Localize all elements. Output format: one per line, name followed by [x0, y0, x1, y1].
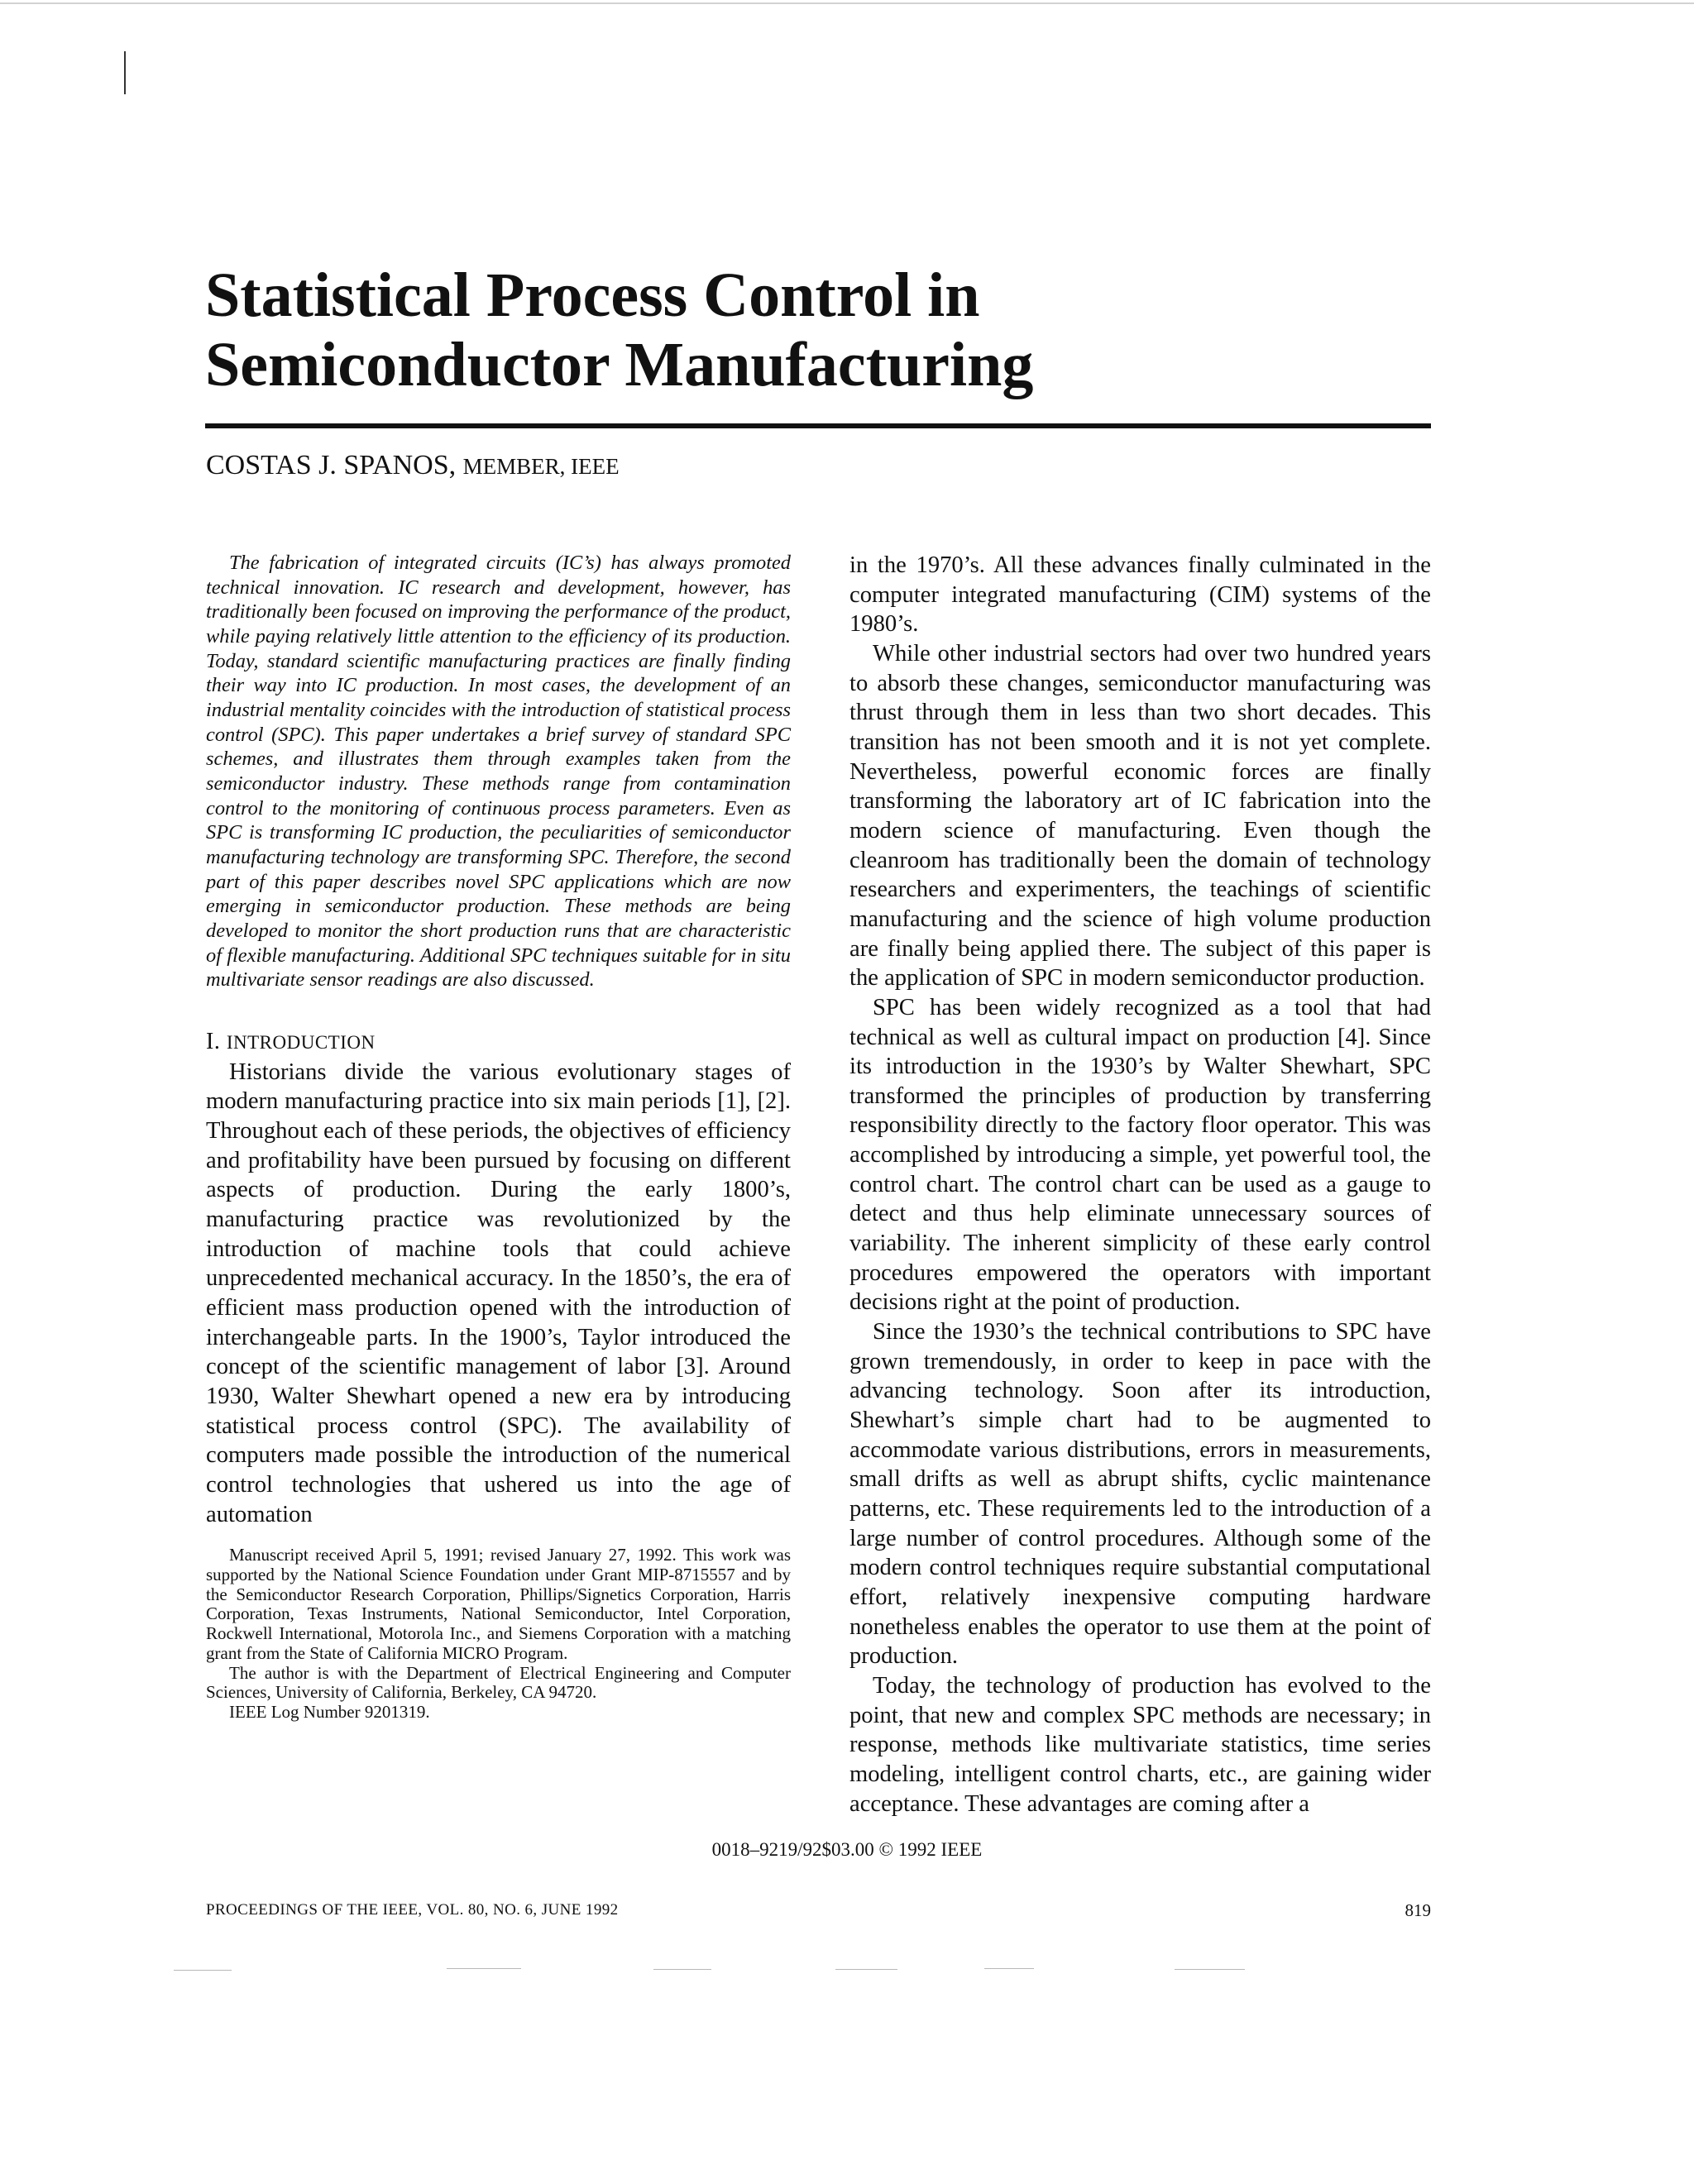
scan-speck [984, 1968, 1034, 1969]
copyright-notice: 0018–9219/92$03.00 © 1992 IEEE [711, 1839, 983, 1860]
footnote-manuscript: Manuscript received April 5, 1991; revised January 27, 1992. This work was supported by the National Science Foundation under Grant MIP-8715557 and by the Semiconductor Research Corporation, Phillips/Signetics Corporation, Harris Corporation, Texas Instruments, National Semiconductor, Intel Corporation, Rockwell International, Motorola Inc., and Siemens Corporation with a matching grant from the State of California MICRO Program. [206, 1545, 791, 1663]
right-paragraph: SPC has been widely recognized as a tool that had technical as well as cultural impact on production [4]. Since its introduction in the 1930’s by Walter Shewhart, SPC transformed the principles of production by transferring responsibility directly to the factory floor operator. This was accomplished by introducing a simple, yet powerful tool, the control chart. The control chart can be used as a gauge to detect and thus help eliminate unnecessary sources of variability. The inherent simplicity of these early control procedures empowered the operators with important decisions right at the point of production. [849, 994, 1431, 1316]
title-line-2: Semiconductor Manufacturing [205, 330, 1034, 399]
intro-paragraph: Historians divide the various evolutionary stages of modern manufacturing practice into six main periods [1], [2]. Throughout each of these periods, the objectives of efficiency and profitability have been pursued by focusing on different aspects of production. During the early 1800’s, manufacturing practice was revolutionized by the introduction of machine tools that could achieve unprecedented mechanical accuracy. In the 1850’s, the era of efficient mass production opened with the introduction of interchangeable parts. In the 1900’s, Taylor introduced the concept of the scientific management of labor [3]. Around 1930, Walter Shewhart opened a new era by introducing statistical process control (SPC). The availability of computers made possible the introduction of the numerical control technologies that ushered us into the age of automation [206, 1059, 791, 1527]
top-edge-rule [0, 2, 1694, 4]
section-title: INTRODUCTION [226, 1031, 376, 1053]
right-paragraph-continuation: in the 1970’s. All these advances finally culminated in the computer integrated manufacturing (CIM) systems of the 1980’s. [849, 552, 1431, 638]
abstract: The fabrication of integrated circuits (IC’s) has always promoted technical innovation. IC research and development, however, has traditionally been focused on improving the performance of the product, while paying relatively little attention to the efficiency of its production. Today, standard scientific manufacturing practices are finally finding their way into IC production. In most cases, the development of an industrial mentality coincides with the introduction of statistical process control (SPC). This paper undertakes a brief survey of standard SPC schemes, and illustrates them through examples taken from the semiconductor industry. These methods range from contamination control to the monitoring of continuous process parameters. Even as SPC is transforming IC production, the peculiarities of semiconductor manufacturing technology are transforming SPC. Therefore, the second part of this paper describes novel SPC applications which are now emerging in semiconductor production. These methods are being developed to monitor the short production runs that are characteristic of flexible manufacturing. Additional SPC techniques suitable for in situ multivariate sensor readings are also discussed. [206, 552, 791, 992]
scan-speck [1175, 1969, 1245, 1970]
section-heading-introduction [206, 1027, 791, 1058]
right-paragraph: While other industrial sectors had over two hundred years to absorb these changes, semiconductor manufacturing was thrust through them in less than two short decades. This transition has not been smooth and it is not yet complete. Nevertheless, powerful economic forces are finally transforming the laboratory art of IC fabrication into the modern science of manufacturing. Even though the cleanroom has traditionally been the domain of technology researchers and experimenters, the teachings of scientific manufacturing and the science of high volume production are finally being applied there. The subject of this paper is the application of SPC in modern semiconductor production. [849, 640, 1431, 992]
author-byline [206, 447, 620, 485]
footnote-author-address: The author is with the Department of Electrical Engineering and Computer Sciences, University of California, Berkeley, CA 94720. [206, 1662, 791, 1703]
scan-speck [653, 1969, 711, 1970]
left-column [206, 551, 791, 1723]
scan-speck [835, 1969, 897, 1970]
right-column [849, 551, 1431, 1818]
running-footer: PROCEEDINGS OF THE IEEE, VOL. 80, NO. 6, JUNE 1992 [206, 1901, 619, 1919]
section-number: I. [206, 1028, 221, 1054]
scan-speck [447, 1968, 521, 1969]
scan-speck [174, 1970, 232, 1971]
margin-mark [124, 51, 126, 94]
title-line-1: Statistical Process Control in [205, 260, 980, 330]
page-number: 819 [1404, 1900, 1431, 1920]
right-paragraph: Since the 1930’s the technical contributions to SPC have grown tremendously, in order to keep in pace with the advancing technology. Soon after its introduction, Shewhart’s simple chart had to be augmented to accommodate various distributions, errors in measurements, small drifts as well as abrupt shifts, cyclic maintenance patterns, etc. These requirements led to the introduction of a large number of control procedures. Although some of the modern control techniques require substantial computational effort, relatively inexpensive computing hardware nonetheless enables the operator to use them at the point of production. [849, 1319, 1431, 1670]
footnote-log-number: IEEE Log Number 9201319. [229, 1701, 430, 1722]
author-affiliation: MEMBER, IEEE [462, 454, 620, 479]
author-name: COSTAS J. SPANOS, [206, 450, 457, 480]
title-rule [205, 423, 1431, 428]
paper-title [205, 260, 1446, 399]
right-paragraph: Today, the technology of production has evolved to the point, that new and complex SPC methods are necessary; in response, methods like multivariate statistics, time series modeling, intelligent control charts, etc., are gaining wider acceptance. These advantages are coming after a [849, 1672, 1431, 1817]
footnotes [206, 1546, 791, 1722]
